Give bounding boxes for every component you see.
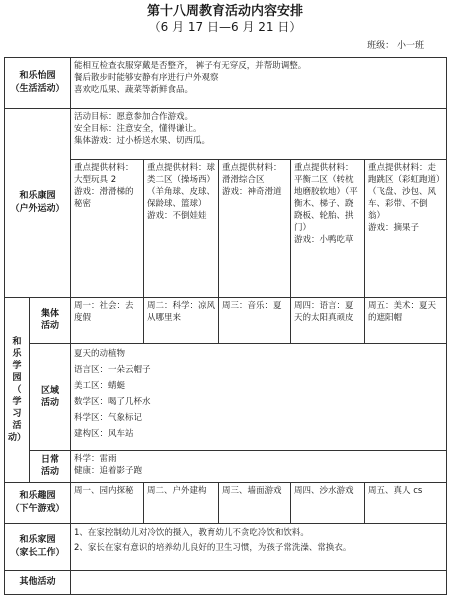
section-outdoor-label: 和乐康园 （户外运动） bbox=[5, 108, 71, 297]
outdoor-mon: 重点提供材料：大型玩具 2 游戏：滑滑梯的秘密 bbox=[71, 159, 144, 297]
outdoor-goal: 活动目标：愿意参加合作游戏。 bbox=[74, 111, 194, 122]
afternoon-fri: 周五、真人 cs bbox=[365, 483, 447, 524]
life-line: 能相互检查衣服穿戴是否整齐， 裤子有无穿反，并帮助调整。 bbox=[74, 61, 307, 71]
section-other-label: 其他活动 bbox=[5, 570, 71, 594]
collective-mon: 周一：社会：去度假 bbox=[71, 298, 144, 344]
row-family bbox=[5, 523, 447, 570]
row-other bbox=[5, 570, 447, 594]
collective-wed: 周三：音乐：夏 bbox=[219, 298, 291, 344]
row-collective bbox=[5, 298, 447, 344]
outdoor-fri: 重点提供材料：走跑跳区（彩虹跑道）（飞盘、沙包、风车、彩带、不倒翁） 游戏：摘果子 bbox=[365, 159, 447, 297]
daily-line: 健康：追着影子跑 bbox=[74, 465, 143, 476]
row-afternoon bbox=[5, 483, 447, 524]
area-line: 数学区：喝了几杯水 bbox=[74, 396, 151, 407]
row-area bbox=[5, 343, 447, 450]
daily-line: 科学：雷雨 bbox=[74, 453, 117, 464]
outdoor-tue: 重点提供材料：球类二区（操场西）（羊角球、皮球、保龄球、篮球） 游戏：不倒娃娃 bbox=[144, 159, 219, 297]
family-line: 2、家长在家有意识的培养幼儿良好的卫生习惯，为孩子常洗澡、常换衣。 bbox=[74, 542, 352, 553]
area-line: 夏天的动植物 bbox=[74, 348, 126, 359]
row-life bbox=[5, 58, 447, 109]
life-content bbox=[71, 58, 447, 109]
section-learning-label: 和 乐 学 园 （ 学 习 活 动） bbox=[5, 298, 30, 483]
outdoor-thu: 重点提供材料：平衡二区（转枕地磨胶软地）（平衡木、梯子、跷跷板、轮胎、拱门） 游戏：小鸭吃草 bbox=[291, 159, 365, 297]
family-line: 1、在家控制幼儿对冷饮的摄入，教育幼儿不贪吃冷饮和饮料。 bbox=[74, 527, 309, 538]
section-life-label: 和乐怡园 （生活活动） bbox=[5, 58, 71, 109]
section-afternoon-label: 和乐趣园 （下午游戏） bbox=[5, 483, 71, 524]
life-line: 餐后散步时能够安静有序进行户外观察 bbox=[74, 73, 219, 83]
area-label: 区域 活动 bbox=[30, 343, 71, 450]
collective-thu: 周四：语言：夏天的太阳真顽皮 bbox=[291, 298, 365, 344]
area-content bbox=[71, 343, 447, 450]
row-daily bbox=[5, 450, 447, 483]
afternoon-mon: 周一、园内探秘 bbox=[71, 483, 144, 524]
afternoon-wed: 周三、墙面游戏 bbox=[219, 483, 291, 524]
outdoor-goal: 集体游戏：过小桥送水果、切西瓜。 bbox=[74, 135, 211, 146]
other-content bbox=[71, 570, 447, 594]
class-line bbox=[367, 40, 424, 52]
class-label: 班级： bbox=[367, 41, 395, 51]
daily-label: 日常 活动 bbox=[30, 450, 71, 483]
afternoon-tue: 周二、户外建构 bbox=[144, 483, 219, 524]
life-line: 喜欢吃瓜果、蔬菜等新鲜食品。 bbox=[74, 85, 194, 95]
area-line: 语言区：一朵云帽子 bbox=[74, 364, 151, 375]
schedule-table bbox=[4, 57, 447, 595]
collective-fri: 周五：美术：夏天的遮阳帽 bbox=[365, 298, 447, 344]
date-range: （6 月 17 日—6 月 21 日） bbox=[148, 20, 302, 34]
outdoor-wed: 重点提供材料：滑滑综合区 游戏：神奇滑道 bbox=[219, 159, 291, 297]
collective-tue: 周二：科学：凉风从哪里来 bbox=[144, 298, 219, 344]
afternoon-thu: 周四、沙水游戏 bbox=[291, 483, 365, 524]
collective-label: 集体 活动 bbox=[30, 298, 71, 344]
row-outdoor-days bbox=[5, 159, 447, 297]
class-name: 小一班 bbox=[396, 41, 424, 51]
daily-content bbox=[71, 450, 447, 483]
area-line: 科学区：气象标记 bbox=[74, 412, 143, 423]
page-title: 第十八周教育活动内容安排 bbox=[146, 4, 303, 19]
outdoor-goal: 安全目标：注意安全，懂得谦让。 bbox=[74, 123, 202, 134]
section-family-label: 和乐家园 （家长工作） bbox=[5, 523, 71, 570]
area-line: 建构区：风车站 bbox=[74, 428, 134, 439]
row-outdoor-goals bbox=[5, 108, 447, 159]
area-line: 美工区：蜻蜓 bbox=[74, 380, 126, 391]
family-content bbox=[71, 523, 447, 570]
outdoor-goals bbox=[71, 108, 447, 159]
